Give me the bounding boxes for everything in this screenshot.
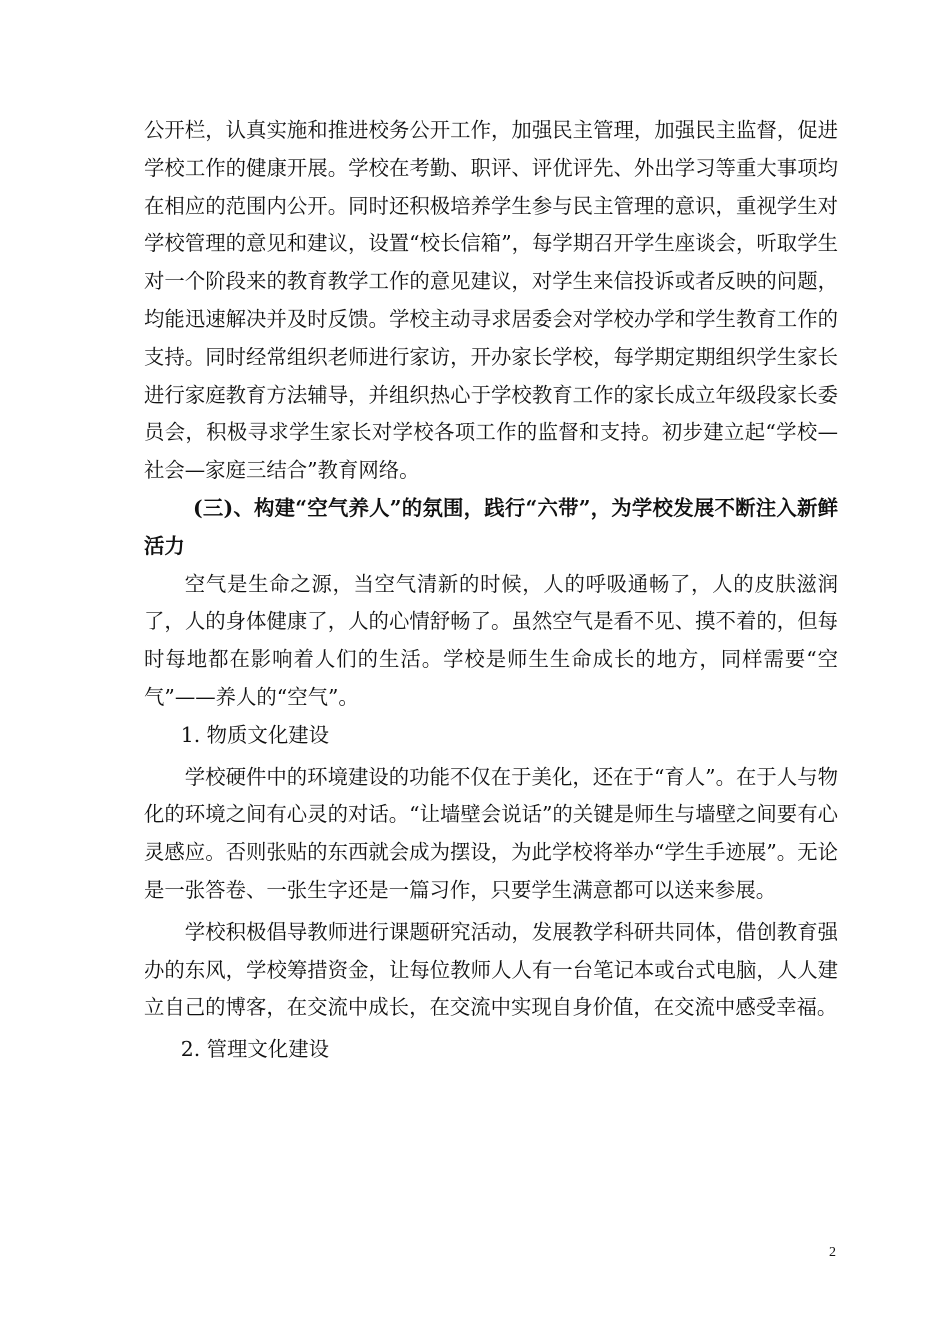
subheading-management-culture: 2. 管理文化建设	[180, 1037, 329, 1062]
subheading-material-culture: 1. 物质文化建设	[180, 722, 329, 747]
body-text	[144, 112, 838, 1069]
paragraph-air-intro: 空气是生命之源，当空气清新的时候，人的呼吸通畅了，人的皮肤滋润了，人的身体健康了，人的心情舒畅了。虽然空气是看不见、摸不着的，但每时每地都在影响着人们的生活。学校是师生生命成长的地方，同样需要“空气”——养人的“空气”。	[144, 571, 838, 709]
paragraph-teacher-research: 学校积极倡导教师进行课题研究活动，发展教学科研共同体，借创教育强办的东风，学校筹措资金，让每位教师人人有一台笔记本或台式电脑，人人建立自己的博客，在交流中成长，在交流中实现自身价值，在交流中感受幸福。	[144, 919, 838, 1020]
section-heading-3: (三)、构建“空气养人”的氛围，践行“六带”，为学校发展不断注入新鲜活力	[144, 495, 838, 558]
paragraph-school-affairs: 公开栏，认真实施和推进校务公开工作，加强民主管理，加强民主监督，促进学校工作的健康开展。学校在考勤、职评、评优评先、外出学习等重大事项均在相应的范围内公开。同时还积极培养学生参与民主管理的意识，重视学生对学校管理的意见和建议，设置“校长信箱”，每学期召开学生座谈会，听取学生对一个阶段来的教育教学工作的意见建议，对学生来信投诉或者反映的问题，均能迅速解决并及时反馈。学校主动寻求居委会对学校办学和学生教育工作的支持。同时经常组织老师进行家访，开办家长学校，每学期定期组织学生家长进行家庭教育方法辅导，并组织热心于学校教育工作的家长成立年级段家长委员会，积极寻求学生家长对学校各项工作的监督和支持。初步建立起“学校—社会—家庭三结合”教育网络。	[144, 118, 838, 483]
page-number: 2	[829, 1245, 836, 1260]
paragraph-environment: 学校硬件中的环境建设的功能不仅在于美化，还在于“育人”。在于人与物化的环境之间有心灵的对话。“让墙壁会说话”的关键是师生与墙壁之间要有心灵感应。否则张贴的东西就会成为摆设，为此学校将举办“学生手迹展”。无论是一张答卷、一张生字还是一篇习作，只要学生满意都可以送来参展。	[144, 764, 838, 902]
